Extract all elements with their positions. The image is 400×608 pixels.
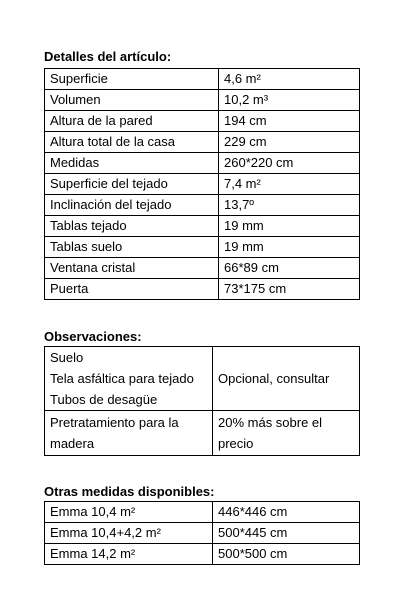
details-row-label: Tablas suelo: [45, 237, 219, 258]
details-row: [45, 153, 360, 174]
optional-item: Tela asfáltica para tejado: [50, 371, 194, 386]
details-row: [45, 90, 360, 111]
optional-item: Tubos de desagüe: [50, 392, 158, 407]
other-size-row: [45, 502, 360, 523]
details-row-label: Tablas tejado: [45, 216, 219, 237]
observations-row-pretreatment: [45, 411, 360, 456]
details-row-value: 13,7º: [219, 195, 360, 216]
details-table: [44, 68, 360, 300]
observations-table: [44, 346, 360, 456]
details-row-value: 7,4 m²: [219, 174, 360, 195]
details-row: [45, 69, 360, 90]
details-row-value: 260*220 cm: [219, 153, 360, 174]
details-row: [45, 237, 360, 258]
other-size-row: [45, 544, 360, 565]
details-row: [45, 174, 360, 195]
observations-row-optional: [45, 347, 360, 411]
details-row-label: Altura total de la casa: [45, 132, 219, 153]
details-row-label: Medidas: [45, 153, 219, 174]
details-row-value: 229 cm: [219, 132, 360, 153]
pretreatment-label: Pretratamiento para la madera: [45, 411, 213, 456]
details-row-value: 10,2 m³: [219, 90, 360, 111]
optional-items-cell: [45, 347, 213, 411]
details-row-value: 4,6 m²: [219, 69, 360, 90]
details-row: [45, 132, 360, 153]
observations-title: Observaciones:: [44, 329, 142, 344]
optional-value: Opcional, consultar: [213, 347, 360, 411]
other-sizes-title: Otras medidas disponibles:: [44, 484, 215, 499]
pretreatment-value: 20% más sobre el precio: [213, 411, 360, 456]
details-row: [45, 258, 360, 279]
optional-item: Suelo: [50, 350, 84, 365]
details-row: [45, 195, 360, 216]
other-size-row-label: Emma 10,4+4,2 m²: [45, 523, 213, 544]
details-row-value: 19 mm: [219, 237, 360, 258]
details-row: [45, 216, 360, 237]
other-size-row-label: Emma 10,4 m²: [45, 502, 213, 523]
other-size-row-value: 500*500 cm: [213, 544, 360, 565]
details-row-label: Volumen: [45, 90, 219, 111]
other-size-row: [45, 523, 360, 544]
details-row-label: Superficie del tejado: [45, 174, 219, 195]
details-row: [45, 279, 360, 300]
details-row-label: Ventana cristal: [45, 258, 219, 279]
other-size-row-value: 446*446 cm: [213, 502, 360, 523]
details-title: Detalles del artículo:: [44, 49, 172, 64]
details-row-value: 19 mm: [219, 216, 360, 237]
details-row-value: 73*175 cm: [219, 279, 360, 300]
other-size-row-value: 500*445 cm: [213, 523, 360, 544]
details-row-value: 194 cm: [219, 111, 360, 132]
details-row: [45, 111, 360, 132]
other-sizes-table: [44, 501, 360, 565]
details-row-label: Puerta: [45, 279, 219, 300]
details-row-label: Altura de la pared: [45, 111, 219, 132]
details-row-value: 66*89 cm: [219, 258, 360, 279]
details-row-label: Superficie: [45, 69, 219, 90]
other-size-row-label: Emma 14,2 m²: [45, 544, 213, 565]
details-row-label: Inclinación del tejado: [45, 195, 219, 216]
